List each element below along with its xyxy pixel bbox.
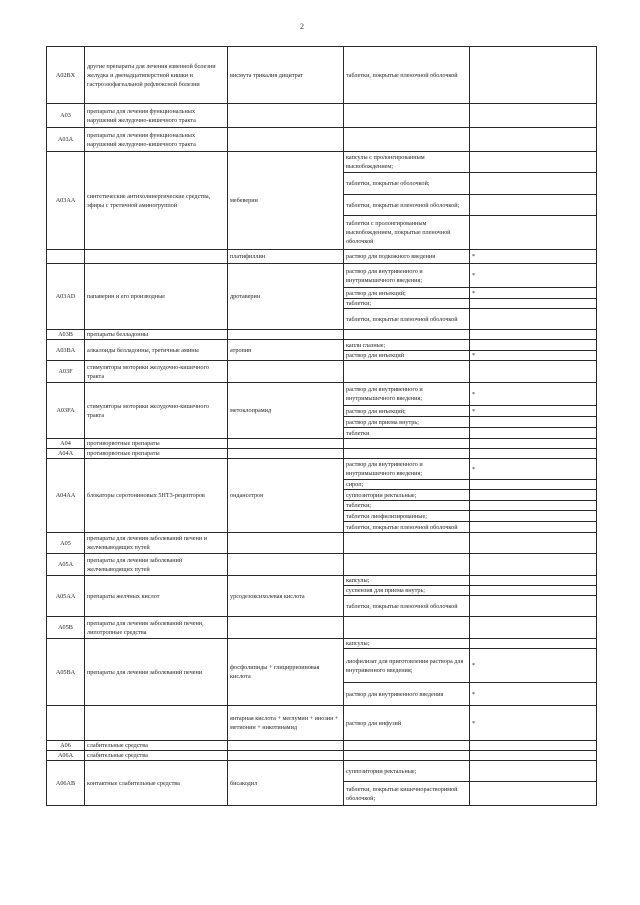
note-mark-cell <box>470 152 597 173</box>
note-mark-cell <box>470 439 597 449</box>
dosage-form-cell <box>344 361 470 383</box>
dosage-form-cell: суппозитории ректальные; <box>344 490 470 501</box>
group-description-cell: стимуляторы моторики желудочно-кишечного тракта <box>85 383 228 439</box>
note-mark-cell <box>470 761 597 782</box>
drug-name-cell <box>228 361 344 383</box>
dosage-form-cell: сироп; <box>344 480 470 490</box>
group-description-cell: блокаторы серотониновых 5HT3-рецепторов <box>85 459 228 533</box>
atc-code-cell: A03F <box>47 361 85 383</box>
note-mark-cell <box>470 741 597 751</box>
drug-name-cell <box>228 533 344 554</box>
atc-code-cell <box>47 250 85 264</box>
dosage-form-cell: капсулы; <box>344 576 470 586</box>
dosage-form-cell <box>344 617 470 639</box>
group-description-cell: препараты для лечения заболеваний печени и желчевыводящих путей <box>85 533 228 554</box>
note-mark-cell <box>470 617 597 639</box>
table-row <box>47 340 597 351</box>
atc-code-cell: A03FA <box>47 383 85 439</box>
atc-code-cell: A06AB <box>47 761 85 806</box>
dosage-form-cell <box>344 741 470 751</box>
atc-code-cell: A05AA <box>47 576 85 617</box>
group-description-cell: препараты для лечения заболеваний печени, липотропные средства <box>85 617 228 639</box>
group-description-cell <box>85 250 228 264</box>
group-description-cell: папаверин и его производные <box>85 264 228 330</box>
group-description-cell: противорвотные препараты <box>85 439 228 449</box>
note-mark-cell <box>470 47 597 104</box>
note-mark-cell <box>470 361 597 383</box>
note-mark-cell: * <box>470 288 597 299</box>
group-description-cell: стимуляторы моторики желудочно-кишечного тракта <box>85 361 228 383</box>
drug-name-cell <box>228 104 344 128</box>
dosage-form-cell: капсулы; <box>344 639 470 649</box>
note-mark-cell <box>470 554 597 576</box>
table-row <box>47 330 597 340</box>
note-mark-cell <box>470 195 597 216</box>
drug-name-cell: платифиллин <box>228 250 344 264</box>
dosage-form-cell: раствор для подкожного введения <box>344 250 470 264</box>
note-mark-cell: * <box>470 683 597 706</box>
drug-list-table <box>46 46 597 806</box>
table-row <box>47 250 597 264</box>
dosage-form-cell <box>344 104 470 128</box>
drug-name-cell <box>228 751 344 761</box>
table-row <box>47 554 597 576</box>
dosage-form-cell: таблетки, покрытые пленочной оболочкой <box>344 596 470 617</box>
table-row <box>47 264 597 288</box>
note-mark-cell <box>470 576 597 586</box>
table-row <box>47 47 597 104</box>
dosage-form-cell: таблетки, покрытые пленочной оболочкой <box>344 522 470 533</box>
group-description-cell: препараты белладонны <box>85 330 228 340</box>
group-description-cell: препараты для лечения функциональных нарушений желудочно-кишечного тракта <box>85 128 228 152</box>
note-mark-cell: * <box>470 264 597 288</box>
atc-code-cell: A03A <box>47 128 85 152</box>
group-description-cell: препараты желчных кислот <box>85 576 228 617</box>
atc-code-cell: A03AD <box>47 264 85 330</box>
drug-name-cell: бисакодил <box>228 761 344 806</box>
group-description-cell: препараты для лечения заболеваний печени <box>85 639 228 706</box>
dosage-form-cell <box>344 449 470 459</box>
drug-name-cell <box>228 449 344 459</box>
group-description-cell: препараты для лечения функциональных нарушений желудочно-кишечного тракта <box>85 104 228 128</box>
dosage-form-cell: таблетки с пролонгированным высвобождением, покрытые пленочной оболочкой <box>344 216 470 250</box>
table-row <box>47 751 597 761</box>
atc-code-cell: A03B <box>47 330 85 340</box>
note-mark-cell: * <box>470 459 597 480</box>
dosage-form-cell: таблетки <box>344 428 470 439</box>
note-mark-cell <box>470 522 597 533</box>
dosage-form-cell: таблетки; <box>344 299 470 309</box>
note-mark-cell <box>470 586 597 596</box>
dosage-form-cell <box>344 533 470 554</box>
drug-name-cell <box>228 439 344 449</box>
drug-name-cell: мебеверин <box>228 152 344 250</box>
dosage-form-cell <box>344 330 470 340</box>
group-description-cell: алкалоиды белладонны, третичные амины <box>85 340 228 361</box>
atc-code-cell: A06A <box>47 751 85 761</box>
note-mark-cell: * <box>470 406 597 417</box>
drug-name-cell: ондансетрон <box>228 459 344 533</box>
group-description-cell <box>85 706 228 741</box>
table-row <box>47 617 597 639</box>
note-mark-cell: * <box>470 250 597 264</box>
dosage-form-cell: таблетки; <box>344 501 470 511</box>
note-mark-cell <box>470 340 597 351</box>
atc-code-cell <box>47 706 85 741</box>
atc-code-cell: A05BA <box>47 639 85 706</box>
table-row <box>47 449 597 459</box>
drug-name-cell: атропин <box>228 340 344 361</box>
dosage-form-cell: таблетки, покрытые кишечнорастворимой оболочкой; <box>344 782 470 806</box>
dosage-form-cell: суспензия для приема внутрь; <box>344 586 470 596</box>
table-row <box>47 639 597 649</box>
table-row <box>47 383 597 406</box>
note-mark-cell <box>470 511 597 522</box>
note-mark-cell <box>470 173 597 195</box>
drug-name-cell: метоклопрамид <box>228 383 344 439</box>
note-mark-cell <box>470 501 597 511</box>
table-row <box>47 741 597 751</box>
note-mark-cell: * <box>470 706 597 741</box>
note-mark-cell <box>470 216 597 250</box>
atc-code-cell: A03AA <box>47 152 85 250</box>
drug-name-cell: дротаверин <box>228 264 344 330</box>
note-mark-cell <box>470 751 597 761</box>
dosage-form-cell: раствор для инфузий <box>344 706 470 741</box>
note-mark-cell <box>470 639 597 649</box>
note-mark-cell <box>470 309 597 330</box>
note-mark-cell <box>470 128 597 152</box>
group-description-cell: контактные слабительные средства <box>85 761 228 806</box>
dosage-form-cell: таблетки лиофилизированные; <box>344 511 470 522</box>
dosage-form-cell: лиофилизат для приготовления раствора для внутривенного введения; <box>344 649 470 683</box>
drug-name-cell <box>228 741 344 751</box>
drug-name-cell <box>228 330 344 340</box>
table-row <box>47 459 597 480</box>
table-row <box>47 576 597 586</box>
note-mark-cell <box>470 596 597 617</box>
atc-code-cell: A05A <box>47 554 85 576</box>
note-mark-cell <box>470 490 597 501</box>
table-row <box>47 152 597 173</box>
dosage-form-cell: капли глазные; <box>344 340 470 351</box>
atc-code-cell: A05 <box>47 533 85 554</box>
group-description-cell: слабительные средства <box>85 741 228 751</box>
atc-code-cell: A04A <box>47 449 85 459</box>
drug-name-cell: урсодезоксихолевая кислота <box>228 576 344 617</box>
note-mark-cell <box>470 299 597 309</box>
group-description-cell: синтетические антихолинергические средства, эфиры с третичной аминогруппой <box>85 152 228 250</box>
group-description-cell: слабительные средства <box>85 751 228 761</box>
note-mark-cell <box>470 449 597 459</box>
dosage-form-cell: раствор для приема внутрь; <box>344 417 470 428</box>
dosage-form-cell: раствор для инъекций <box>344 351 470 361</box>
atc-code-cell: A03BA <box>47 340 85 361</box>
page-number: 2 <box>300 22 304 31</box>
table-row <box>47 761 597 782</box>
note-mark-cell: * <box>470 649 597 683</box>
group-description-cell: другие препараты для лечения язвенной болезни желудка и двенадцатиперстной кишки и гастроэзофагеальной рефлюксной болезни <box>85 47 228 104</box>
dosage-form-cell <box>344 554 470 576</box>
table-row <box>47 361 597 383</box>
group-description-cell: противорвотные препараты <box>85 449 228 459</box>
dosage-form-cell: таблетки, покрытые оболочкой; <box>344 173 470 195</box>
drug-name-cell: фосфолипиды + глицирризиновая кислота <box>228 639 344 706</box>
drug-name-cell: висмута трикалия дицитрат <box>228 47 344 104</box>
table-row <box>47 439 597 449</box>
drug-name-cell <box>228 617 344 639</box>
dosage-form-cell: суппозитории ректальные; <box>344 761 470 782</box>
dosage-form-cell <box>344 751 470 761</box>
table-row <box>47 533 597 554</box>
table-row <box>47 128 597 152</box>
drug-name-cell: янтарная кислота + меглумин + инозин + метионин + никотинамид <box>228 706 344 741</box>
dosage-form-cell: раствор для внутривенного и внутримышечного введения; <box>344 383 470 406</box>
dosage-form-cell: капсулы с пролонгированным высвобождением; <box>344 152 470 173</box>
note-mark-cell <box>470 480 597 490</box>
dosage-form-cell: раствор для инъекций; <box>344 288 470 299</box>
dosage-form-cell: таблетки, покрытые пленочной оболочкой <box>344 309 470 330</box>
note-mark-cell: * <box>470 383 597 406</box>
atc-code-cell: A06 <box>47 741 85 751</box>
atc-code-cell: A03 <box>47 104 85 128</box>
note-mark-cell <box>470 104 597 128</box>
note-mark-cell <box>470 533 597 554</box>
note-mark-cell <box>470 782 597 806</box>
dosage-form-cell: таблетки, покрытые пленочной оболочкой <box>344 47 470 104</box>
dosage-form-cell <box>344 128 470 152</box>
dosage-form-cell: раствор для внутривенного введения <box>344 683 470 706</box>
dosage-form-cell: раствор для инъекций; <box>344 406 470 417</box>
drug-name-cell <box>228 554 344 576</box>
atc-code-cell: A04AA <box>47 459 85 533</box>
dosage-form-cell: таблетки, покрытые пленочной оболочкой; <box>344 195 470 216</box>
table-row <box>47 104 597 128</box>
atc-code-cell: A05B <box>47 617 85 639</box>
dosage-form-cell: раствор для внутривенного и внутримышечного введения; <box>344 459 470 480</box>
note-mark-cell <box>470 330 597 340</box>
drug-name-cell <box>228 128 344 152</box>
table-row <box>47 706 597 741</box>
note-mark-cell: * <box>470 351 597 361</box>
atc-code-cell: A02BX <box>47 47 85 104</box>
dosage-form-cell <box>344 439 470 449</box>
dosage-form-cell: раствор для внутривенного и внутримышечного введения; <box>344 264 470 288</box>
atc-code-cell: A04 <box>47 439 85 449</box>
group-description-cell: препараты для лечения заболеваний желчевыводящих путей <box>85 554 228 576</box>
note-mark-cell <box>470 417 597 428</box>
note-mark-cell <box>470 428 597 439</box>
